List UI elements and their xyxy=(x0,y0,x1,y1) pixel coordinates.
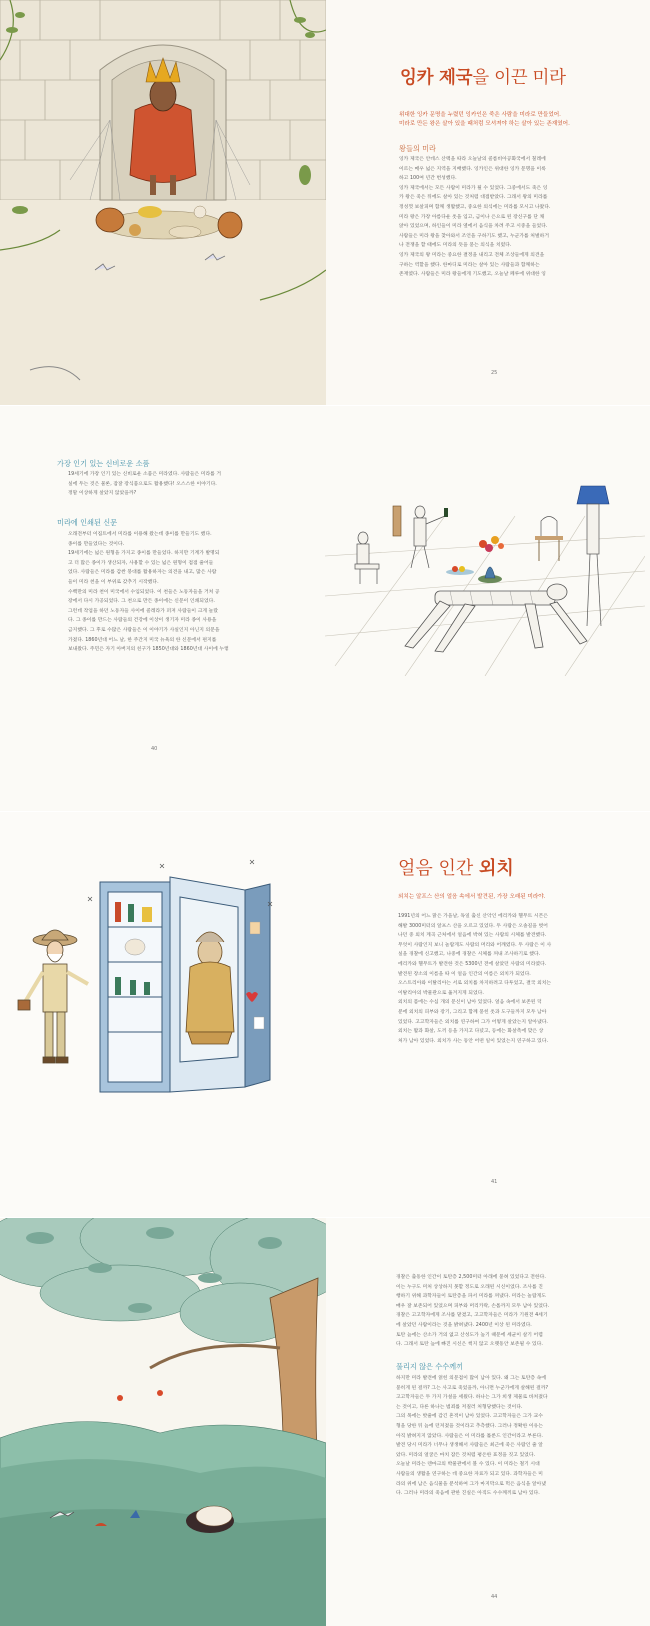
text-line: 구하는 역할을 했다. 한마디로 미라는 살아 있는 사람들과 함께하는 xyxy=(399,262,540,268)
section-heading: 왕들의 미라 xyxy=(399,144,437,153)
text-line: 다. 그 종이를 만드는 사람들의 건강에 이상이 생기자 미라 종이 사용을 xyxy=(68,618,217,624)
title-pre: 얼음 인간 xyxy=(398,858,479,879)
text-line: 토탄 늪에는 산소가 거의 없고 산성도가 높기 때문에 세균이 살기 어렵 xyxy=(396,1332,543,1338)
text-line: 매우 잘 보존되어 있었으며 피부와 머리카락, 손톱까지 모두 남아 있었다. xyxy=(396,1303,550,1309)
text-line: 19세기에 가장 인기 있는 신비로운 소품은 미라였다. 사람들은 미라를 거 xyxy=(68,472,222,477)
text-line: 발견된 장소의 이름을 따 이 얼음 인간의 이름은 외치가 되었다. xyxy=(398,971,531,977)
text-line: 이르는 매우 넓은 지역을 지배했다. 잉카인은 위대한 잉카 문명을 이룩 xyxy=(399,166,546,172)
text-line: 다. 그러나 미라의 죽음에 관한 진실은 아직도 수수께끼로 남아 있다. xyxy=(396,1491,540,1497)
title-rest: 을 이끈 미라 xyxy=(472,68,566,88)
page-title xyxy=(398,854,514,880)
section-heading: 가장 인기 있는 신비로운 소품 xyxy=(57,459,150,468)
spread-bog-body xyxy=(0,1218,650,1626)
spread-otzi xyxy=(0,812,650,1218)
text-line: 해발 3000미터의 알프스 산을 오르고 있었다. 두 사람은 오솔길을 벗어 xyxy=(398,923,548,929)
text-line: 에 살았던 사람이라는 것을 밝혀냈다. 2400년 이상 된 미라였다. xyxy=(396,1322,532,1328)
body-text xyxy=(398,912,613,1046)
title-main: 외치 xyxy=(479,858,514,879)
body-text xyxy=(396,1273,611,1350)
text-line: 오스트리아와 이탈리아는 서로 외치를 차지하려고 다투었고, 결국 외치는 xyxy=(398,981,552,987)
page-number: 41 xyxy=(491,1179,498,1185)
illustration-mummies-room xyxy=(325,476,645,676)
text-line: 고고학자들은 두 가지 가설을 세웠다. 하나는 그가 희생 제물로 바쳐졌다 xyxy=(396,1395,548,1401)
text-line: 에리카와 헬무트가 발견한 것은 5300년 전에 살았던 사람의 미라였다. xyxy=(398,961,547,967)
section-heading: 풀리지 않은 수수께끼 xyxy=(396,1362,464,1371)
text-line: 하고 100여 년간 번성했다. xyxy=(399,176,457,182)
text-line: 미라 왕은 가장 아름다운 옷을 입고, 금이나 은으로 된 장신구를 단 채 xyxy=(399,214,545,220)
text-line: 묻히게 된 걸까? 그는 사고로 죽었을까, 아니면 누군가에게 살해된 걸까? xyxy=(396,1385,549,1391)
illustration-inca-mummy-throne xyxy=(0,0,326,406)
body-text xyxy=(68,470,278,499)
text-line: 처가 남아 있었다. 외치가 사는 동안 어떤 일이 있었는지 연구하고 있다. xyxy=(398,1038,549,1044)
text-line: 카 왕은 죽은 뒤에도 살아 있는 것처럼 대접받았다. 그래서 왕의 미라를 xyxy=(399,195,548,201)
text-line: 고 더 많은 종이가 생산되자, 사용할 수 있는 넓은 원형이 점점 줄어들 xyxy=(68,560,214,566)
text-line: 잉카 제국의 왕 미라는 중요한 결정을 내리고 전체 조상들에게 의견을 xyxy=(399,252,545,258)
text-line: 외치의 몸에는 수십 개의 문신이 남아 있었다. 얼음 속에서 보존된 덕 xyxy=(398,1000,542,1006)
text-line: 었다. 사람들은 미라를 감싼 붕대를 활용하자는 의견을 내고, 많은 사람 xyxy=(68,570,217,576)
page-number: 40 xyxy=(151,746,158,752)
text-line: 아직 밝혀지지 않았다. 사람들은 이 미라를 톨룬드 인간이라고 부른다. xyxy=(396,1433,543,1439)
subtitle xyxy=(399,111,619,129)
subtitle-line: 위대한 잉카 문명을 누렸던 잉카인은 죽은 사람을 미라로 만들었어. xyxy=(399,112,561,118)
text-line: 가졌다. 1860년대 어느 날, 한 주간지 미국 뉴욕의 한 신문에서 편지를 xyxy=(68,637,217,643)
text-line: 앉아 있었으며, 하인들이 미라 옆에서 음식을 차려 주고 시중을 들었다. xyxy=(399,224,548,230)
illustration-fridge-otzi xyxy=(10,852,300,1112)
text-line: 잉카 제국에서는 모든 사람이 미라가 될 수 있었다. 그중에서도 죽은 잉 xyxy=(399,185,548,191)
text-line: 다. 그래서 토탄 늪에 빠진 시신은 썩지 않고 오랫동안 보존될 수 있다. xyxy=(396,1342,543,1348)
text-line: 있었다. 고고학자들은 외치를 연구하여 그가 어떻게 살았는지 알아냈다. xyxy=(398,1019,549,1025)
section-heading: 미라에 인쇄된 신문 xyxy=(57,518,118,527)
subtitle-line: 미라로 만든 왕은 살아 있을 때처럼 모셔져야 하는 살아 있는 존재였어. xyxy=(399,121,570,127)
page-number: 25 xyxy=(491,370,498,376)
illustration-tree-bog xyxy=(0,1218,326,1626)
text-line: 나던 중 외치 계곡 근처에서 얼음에 박혀 있는 사람의 시체를 발견했다. xyxy=(398,933,547,939)
text-line: 이탈리아의 박물관으로 옮겨지게 되었다. xyxy=(398,990,484,996)
text-line: 오늘날 미라는 덴마크의 박물관에서 볼 수 있다. 이 미라는 철기 시대 xyxy=(396,1462,540,1468)
text-line: 종이를 만들었다는 것이다. xyxy=(68,541,125,547)
text-line: 1991년의 어느 맑은 가을날, 독일 출신 산악인 에리카와 헬무트 시몬은 xyxy=(398,914,548,919)
page-number: 44 xyxy=(491,1594,498,1600)
text-line: 외치는 활과 화살, 도끼 등을 가지고 다녔고, 등에는 화살촉에 맞은 상 xyxy=(398,1029,544,1035)
spread-inca-mummy xyxy=(0,0,650,406)
text-line: 정말 이상하게 살았지 않았을까? xyxy=(68,491,137,497)
text-line: 경찰은 고고학자에게 조사를 맡겼고, 고고학자들은 미라가 기원전 4세기 xyxy=(396,1313,548,1319)
text-line: 경찰은 출동한 인간이 토탄층 2,500미터 아래에 묻혀 있었다고 전한다. xyxy=(396,1275,546,1280)
text-line: 이는 누구도 미처 상상하지 못할 정도로 오래된 시신이었다. 조사를 진 xyxy=(396,1284,543,1290)
body-text xyxy=(396,1374,611,1499)
text-line: 금지했다. 그 후로 수많은 사람들은 이 이야기가 사실인지 아닌지 의문을 xyxy=(68,627,220,633)
text-line: 형을 당한 뒤 늪에 던져졌을 것이라고 추측했다. 그러나 정확한 이유는 xyxy=(396,1423,543,1429)
text-line: 실에 두는 것은 물론, 잠잘 장식품으로도 활용했다! 오스스한 이야기다. xyxy=(68,481,217,487)
text-line: 존재였다. 사람들은 미라 왕들에게 기도했고, 오늘날 페루에 위대한 잉 xyxy=(399,272,546,278)
title-main: 잉카 제국 xyxy=(400,68,473,88)
text-line: 는 것이고, 다른 하나는 범죄를 저질러 처형당했다는 것이다. xyxy=(396,1404,523,1410)
text-line: 사람들의 생활을 연구하는 데 중요한 자료가 되고 있다. 과학자들은 미 xyxy=(396,1471,543,1477)
text-line: 잉카 제국은 안데스 산맥을 따라 오늘날의 콜롬비아공화국에서 칠레에 xyxy=(399,157,546,162)
text-line: 나 전쟁을 할 때에도 미라의 뜻을 묻는 의식을 치렀다. xyxy=(399,243,512,249)
body-text xyxy=(68,530,280,655)
text-line: 발견 당시 미라가 너무나 생생해서 사람들은 최근에 죽은 사람인 줄 알 xyxy=(396,1443,543,1449)
body-text xyxy=(399,155,614,280)
text-line: 보내왔다. 주민은 자기 아버지의 친구가 1850년대와 1860년대 사이에 누렇 xyxy=(68,647,229,653)
text-line: 행하기 위해 과학자들이 토탄층을 파서 미라를 꺼냈다. 미라는 놀랍게도 xyxy=(396,1294,547,1300)
text-line: 정성껏 보살피며 함께 생활했고, 중요한 의식에는 미라를 모시고 나왔다. xyxy=(399,204,551,210)
spread-mummy-paper xyxy=(0,406,650,812)
text-line: 오래전부터 이집트에서 미라를 이용해 왔는데 종이를 만들기도 했다. xyxy=(68,532,212,537)
text-line: 무엇이 사람인지 보니 놀랍게도 사람의 머리와 어깨였다. 두 사람은 이 사 xyxy=(398,942,552,948)
text-line: 그의 목에는 밧줄에 감긴 흔적이 남아 있었다. 고고학자들은 그가 교수 xyxy=(396,1414,543,1420)
page-title xyxy=(400,64,566,89)
text-line: 수백만의 미라 천이 미국에서 수입되었다. 이 천들은 노동자들을 거쳐 공 xyxy=(68,589,220,595)
text-line: 았다. 미라의 얼굴은 마치 잠든 것처럼 평온한 표정을 짓고 있었다. xyxy=(396,1452,536,1458)
text-line: 들이 미라 천을 이 부위로 갖추기 시작했다. xyxy=(68,579,159,585)
text-line: 분에 외치의 피부와 장기, 그리고 함께 묻힌 옷과 도구들까지 모두 남아 xyxy=(398,1009,547,1015)
text-line: 장에서 다시 가공되었다. 그 천으로 만든 종이에는 신문이 인쇄되었다. xyxy=(68,599,215,605)
text-line: 사람들은 미라 왕을 찾아와서 조언을 구하기도 했고, 누군가를 처벌하거 xyxy=(399,233,550,239)
text-line: 19세기에는 넓은 원형을 가지고 종이를 만들었다. 하지만 기계가 발명되 xyxy=(68,551,220,557)
text-line: 하지만 미라 발견에 얽힌 의문점이 많이 남아 있다. 왜 그는 토탄층 속에 xyxy=(396,1376,547,1381)
text-line: 그런데 작업을 하던 노동자들 사이에 콜레라가 퍼져 사람들이 크게 놀랐 xyxy=(68,608,219,614)
subtitle: 외치는 알프스 산의 얼음 속에서 발견된, 가장 오래된 미라야. xyxy=(398,894,546,900)
text-line: 라의 위에 남은 음식물을 분석하여 그가 마지막으로 먹은 음식을 알아냈 xyxy=(396,1481,547,1487)
text-line: 실을 경찰에 신고했고, 나중에 경찰은 시체를 꺼내 조사하기로 했다. xyxy=(398,952,541,958)
